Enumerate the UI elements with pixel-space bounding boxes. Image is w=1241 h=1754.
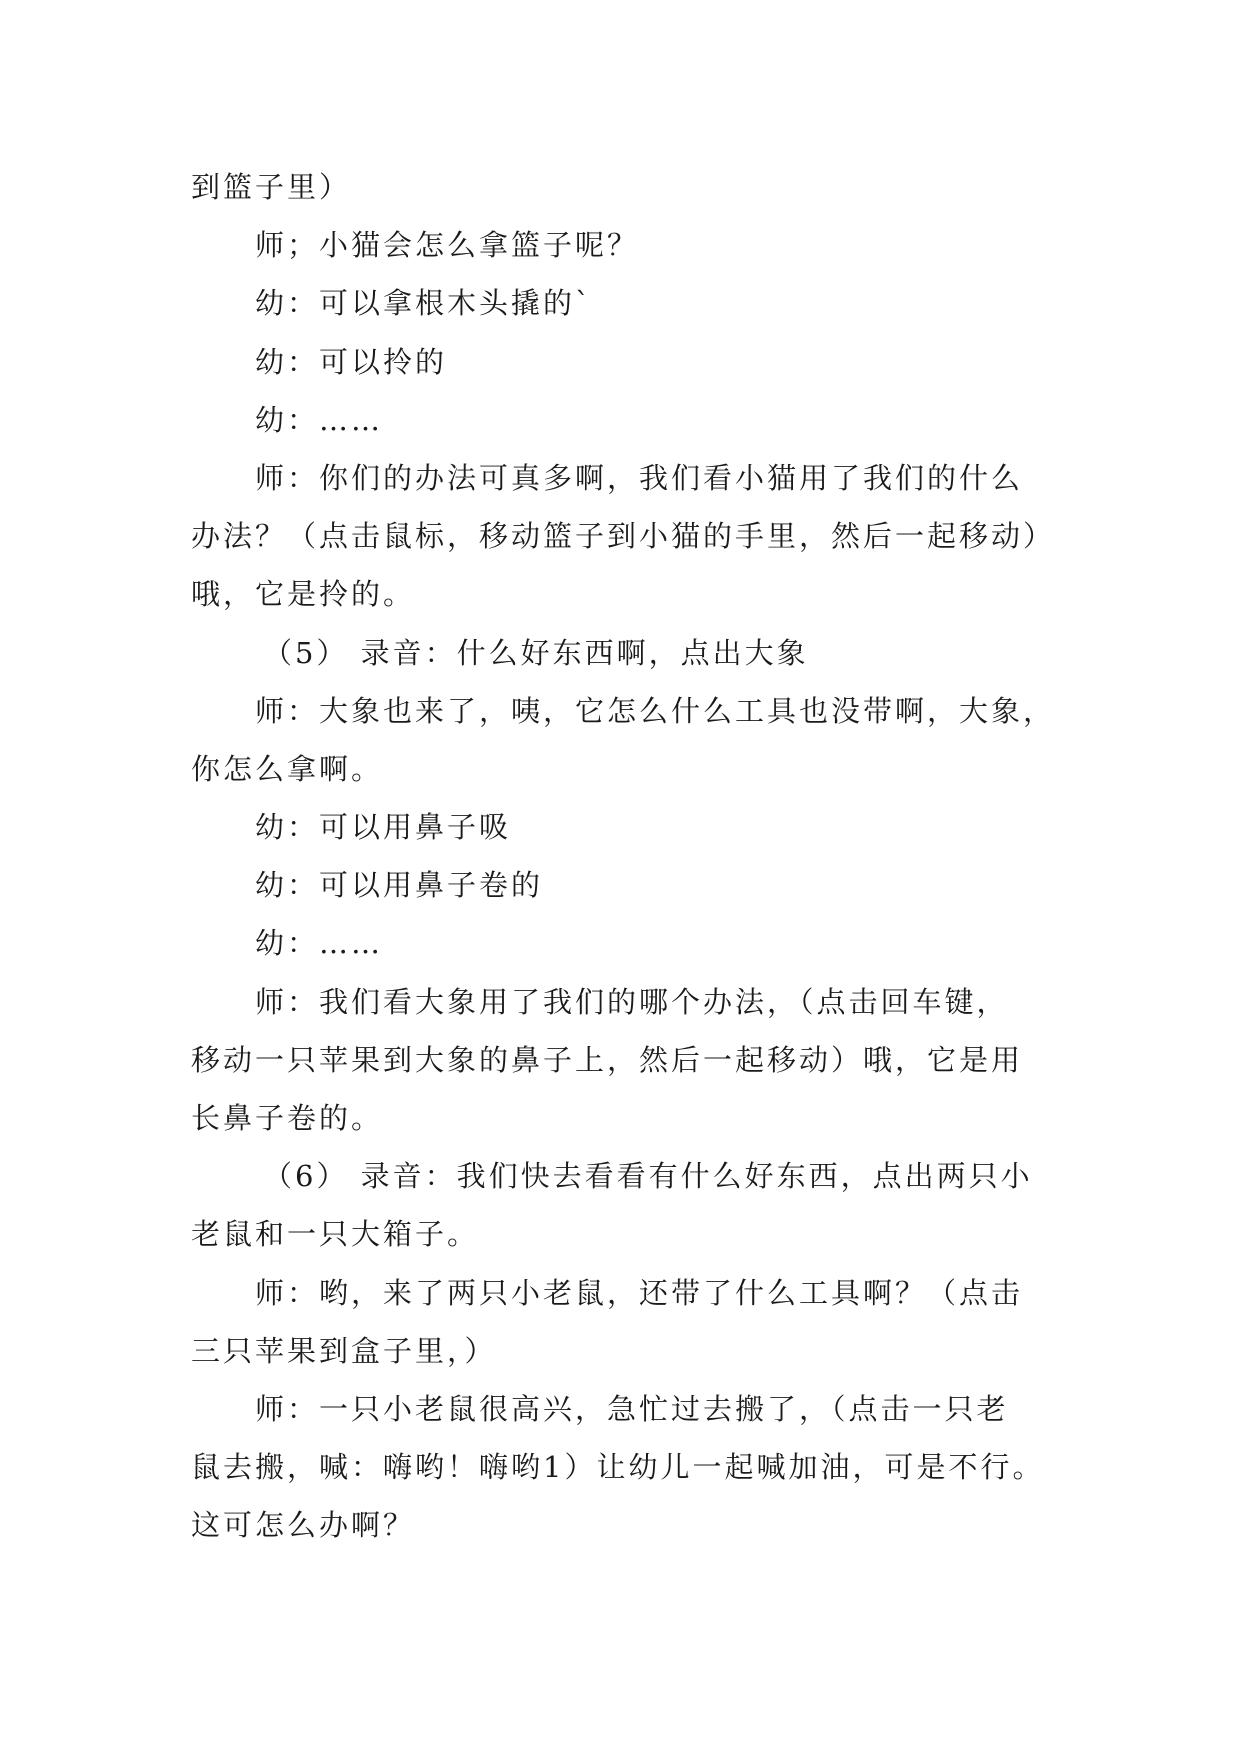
text-line: 三只苹果到盒子里，）	[191, 1333, 497, 1368]
text-line: 幼：……	[255, 926, 384, 961]
text-line: 师；小猫会怎么拿篮子呢？	[255, 228, 640, 263]
text-line: 哦，它是拎的。	[191, 577, 416, 612]
text-line: 老鼠和一只大箱子。	[191, 1217, 480, 1252]
text-line: 师：我们看大象用了我们的哪个办法，（点击回车键，	[255, 984, 1009, 1019]
text-line: 幼：可以用鼻子吸	[255, 810, 512, 845]
document-body	[191, 158, 1071, 1555]
text-line: 这可怎么办啊？	[191, 1508, 416, 1543]
text-line: 移动一只苹果到大象的鼻子上，然后一起移动）哦，它是用	[191, 1042, 1024, 1077]
text-line: 幼：可以拎的	[255, 344, 448, 379]
text-line: 师：大象也来了，咦，它怎么什么工具也没带啊，大象，	[255, 693, 1056, 728]
text-line: 你怎么拿啊。	[191, 751, 384, 786]
text-line: 师：一只小老鼠很高兴，急忙过去搬了，（点击一只老	[255, 1391, 1009, 1426]
text-line: （5） 录音：什么好东西啊，点出大象	[263, 635, 809, 670]
text-line: 到篮子里）	[191, 170, 352, 204]
text-line: （6） 录音：我们快去看看有什么好东西，点出两只小	[263, 1159, 1033, 1194]
text-line: 办法？（点击鼠标，移动篮子到小猫的手里，然后一起移动）	[191, 519, 1056, 554]
text-line: 幼：可以拿根木头撬的`	[255, 286, 593, 321]
text-line: 幼：可以用鼻子卷的	[255, 868, 544, 903]
text-line: 幼：……	[255, 402, 384, 437]
text-line: 师：你们的办法可真多啊，我们看小猫用了我们的什么	[255, 460, 1024, 495]
text-line: 师：哟，来了两只小老鼠，还带了什么工具啊？（点击	[255, 1275, 1024, 1310]
text-line: 长鼻子卷的。	[191, 1101, 384, 1135]
text-line: 鼠去搬，喊：嗨哟！嗨哟1）让幼儿一起喊加油，可是不行。	[191, 1450, 1045, 1485]
